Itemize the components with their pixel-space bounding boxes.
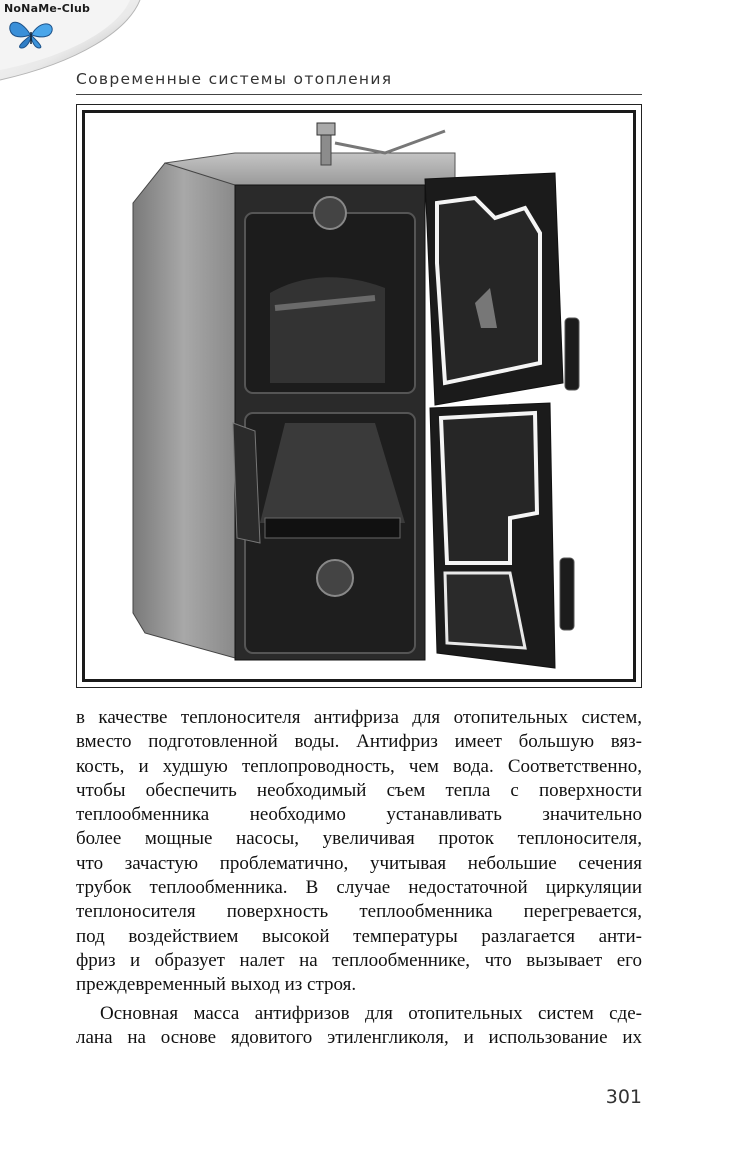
text-line: преждевременный выход из строя. [76, 974, 357, 996]
text-line: под воздействием высокой температуры разлагается анти- [76, 925, 642, 947]
page-number: 301 [605, 1086, 642, 1108]
watermark-text: NoNaMe-Club [4, 2, 91, 15]
text-line: Основная масса антифризов для отопительных систем сде- [100, 1002, 642, 1024]
text-line: кость, и худшую теплопроводность, чем вода. Соответственно, [76, 755, 642, 777]
text-line: фриз и образует налет на теплообменнике, что вызывает его [76, 949, 642, 971]
text-line: лана на основе ядовитого этиленгликоля, и использование их [76, 1026, 642, 1048]
text-line: в качестве теплоносителя антифриза для отопительных систем, [76, 707, 642, 728]
paragraph [76, 706, 642, 998]
butterfly-icon [6, 16, 56, 50]
figure-frame [76, 104, 642, 688]
text-line: что зачастую проблематично, учитывая небольшие сечения [76, 852, 642, 874]
body-text [76, 706, 642, 1050]
boiler-photo [82, 110, 636, 682]
text-line: трубок теплообменника. В случае недостаточной циркуляции [76, 877, 642, 899]
header-rule [76, 94, 642, 95]
text-line: теплоносителя поверхность теплообменника перегревается, [76, 901, 642, 923]
text-line: чтобы обеспечить необходимый съем тепла с поверхности [76, 779, 642, 801]
text-line: вместо подготовленной воды. Антифриз имеет большую вяз- [76, 731, 642, 753]
text-line: более мощные насосы, увеличивая проток теплоносителя, [76, 828, 642, 850]
running-head: Современные системы отопления [76, 70, 393, 88]
paragraph [76, 1002, 642, 1051]
text-line: теплообменника необходимо устанавливать значительно [76, 804, 642, 826]
